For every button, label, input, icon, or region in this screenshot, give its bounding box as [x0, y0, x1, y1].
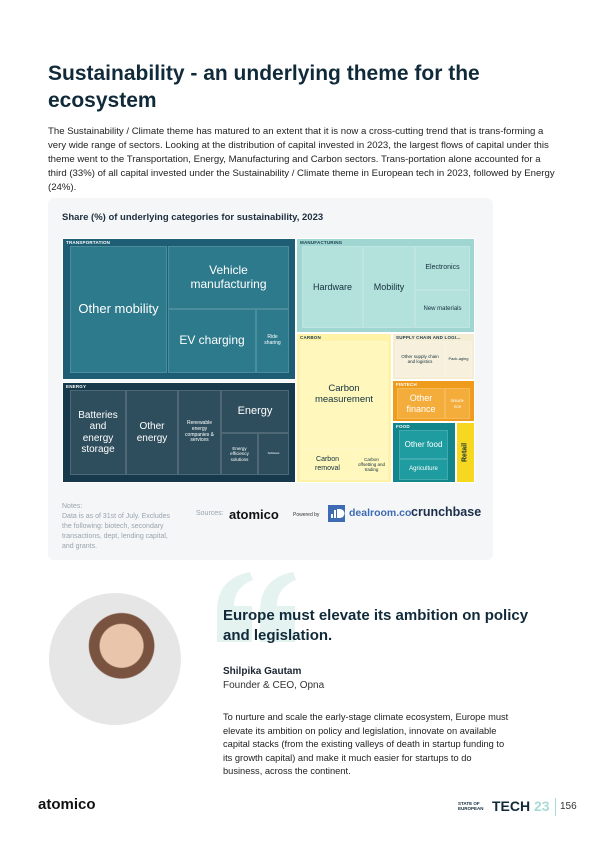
report-prefix: STATE OF EUROPEAN — [458, 801, 484, 811]
treemap-cell-carbon-removal: Carbon removal — [300, 449, 355, 480]
notes-label: Notes: — [62, 503, 83, 510]
treemap-cell-ev-charging: EV charging — [168, 309, 256, 373]
notes — [62, 502, 180, 552]
treemap-group-label: SUPPLY CHAIN AND LOGI... — [396, 335, 461, 340]
treemap-cell-insura-nce: Insura-nce — [445, 388, 470, 419]
sources-label: Sources: — [196, 510, 224, 517]
treemap-cell-renewable-energy-companies-services: Renewable energy companies & services — [178, 390, 221, 475]
page-number: 156 — [560, 801, 577, 812]
powered-by: Powered by — [293, 512, 320, 518]
speaker-role: Founder & CEO, Opna — [223, 680, 325, 691]
treemap-cell-other-mobility: Other mobility — [70, 246, 167, 373]
treemap-group-label: FINTECH — [396, 382, 417, 387]
report-tech: TECH — [492, 798, 531, 814]
treemap-group-label: TRANSPORTATION — [66, 240, 111, 245]
treemap-cell-batteries-and-energy-storage: Batteries and energy storage — [70, 390, 126, 475]
treemap-cell-new-materials: New materials — [415, 290, 470, 328]
treemap-cell-pack-aging: Pack-aging — [445, 341, 472, 377]
page-title: Sustainability - an underlying theme for the ecosystem — [48, 62, 480, 112]
treemap-cell-carbon-offsetting-and-trading: Carbon offsetting and trading — [355, 449, 388, 480]
footer-divider — [555, 798, 556, 816]
dealroom-icon — [328, 505, 345, 522]
treemap-cell-other-energy: Other energy — [126, 390, 178, 475]
treemap-cell-software: Software — [258, 433, 289, 475]
treemap-cell-other-supply-chain-and-logistics: Other supply chain and logistics — [395, 341, 445, 377]
treemap-cell-agriculture: Agriculture — [399, 459, 448, 480]
treemap-cell-hardware: Hardware — [302, 246, 363, 328]
treemap-group-label: ENERGY — [66, 384, 87, 389]
treemap-cell-mobility: Mobility — [363, 246, 415, 328]
treemap-cell-retail: Retail — [461, 442, 469, 463]
treemap-cell-electronics: Electronics — [415, 246, 470, 290]
dealroom-logo: dealroom.co — [349, 507, 412, 519]
treemap-cell-energy-efficiency-solutions: Energy efficiency solutions — [221, 433, 258, 475]
notes-text: Data is as of 31st of July. Excludes the following: biotech, secondary transactions, dept, lending capital, and grants. — [62, 513, 171, 550]
treemap-cell-vehicle-manufacturing: Vehicle manufacturing — [168, 246, 289, 309]
treemap-group-label: MANUFACTURING — [300, 240, 343, 245]
chart-title: Share (%) of underlying categories for sustainability, 2023 — [62, 212, 324, 223]
treemap-cell-energy: Energy — [221, 390, 289, 433]
treemap-cell-carbon-measurement: Carbon measurement — [300, 341, 388, 449]
report-year: 23 — [534, 798, 550, 814]
footer-logo: atomico — [38, 796, 96, 813]
treemap-cell-other-food: Other food — [399, 430, 448, 459]
crunchbase-logo: crunchbase — [411, 505, 482, 519]
quote-text: Europe must elevate its ambition on policy and legislation. — [223, 607, 529, 644]
speaker-photo — [49, 593, 181, 725]
intro-paragraph: The Sustainability / Climate theme has matured to an extent that it is now a cross-cutting trend that is trans-forming a very wide range of sectors. Looking at the distribution of capital invested in 2023, the largest flows of capital under this theme went to the Transportation, Energy, Manufacturing and Carbon sectors. Trans-portation alone accounted for a third (33%) of all capital invested under the Sustainability / Climate theme in European tech in 2023, followed by Energy (24%). — [48, 126, 555, 193]
treemap-group-label: CARBON — [300, 335, 321, 340]
treemap-group-label: FOOD — [396, 424, 410, 429]
speaker-name: Shilpika Gautam — [223, 666, 302, 677]
treemap-cell-ride-sharing: Ride sharing — [256, 309, 289, 373]
treemap-cell-other-finance: Other finance — [397, 388, 445, 419]
atomico-logo: atomico — [229, 507, 279, 522]
quote-body: To nurture and scale the early-stage climate ecosystem, Europe must elevate its ambition on policy and legislation, innovate on available capital stacks (from the existing valleys of death in startup funding to its growth capital) and make it much easier for startups to do business, across the continent. — [223, 712, 509, 776]
